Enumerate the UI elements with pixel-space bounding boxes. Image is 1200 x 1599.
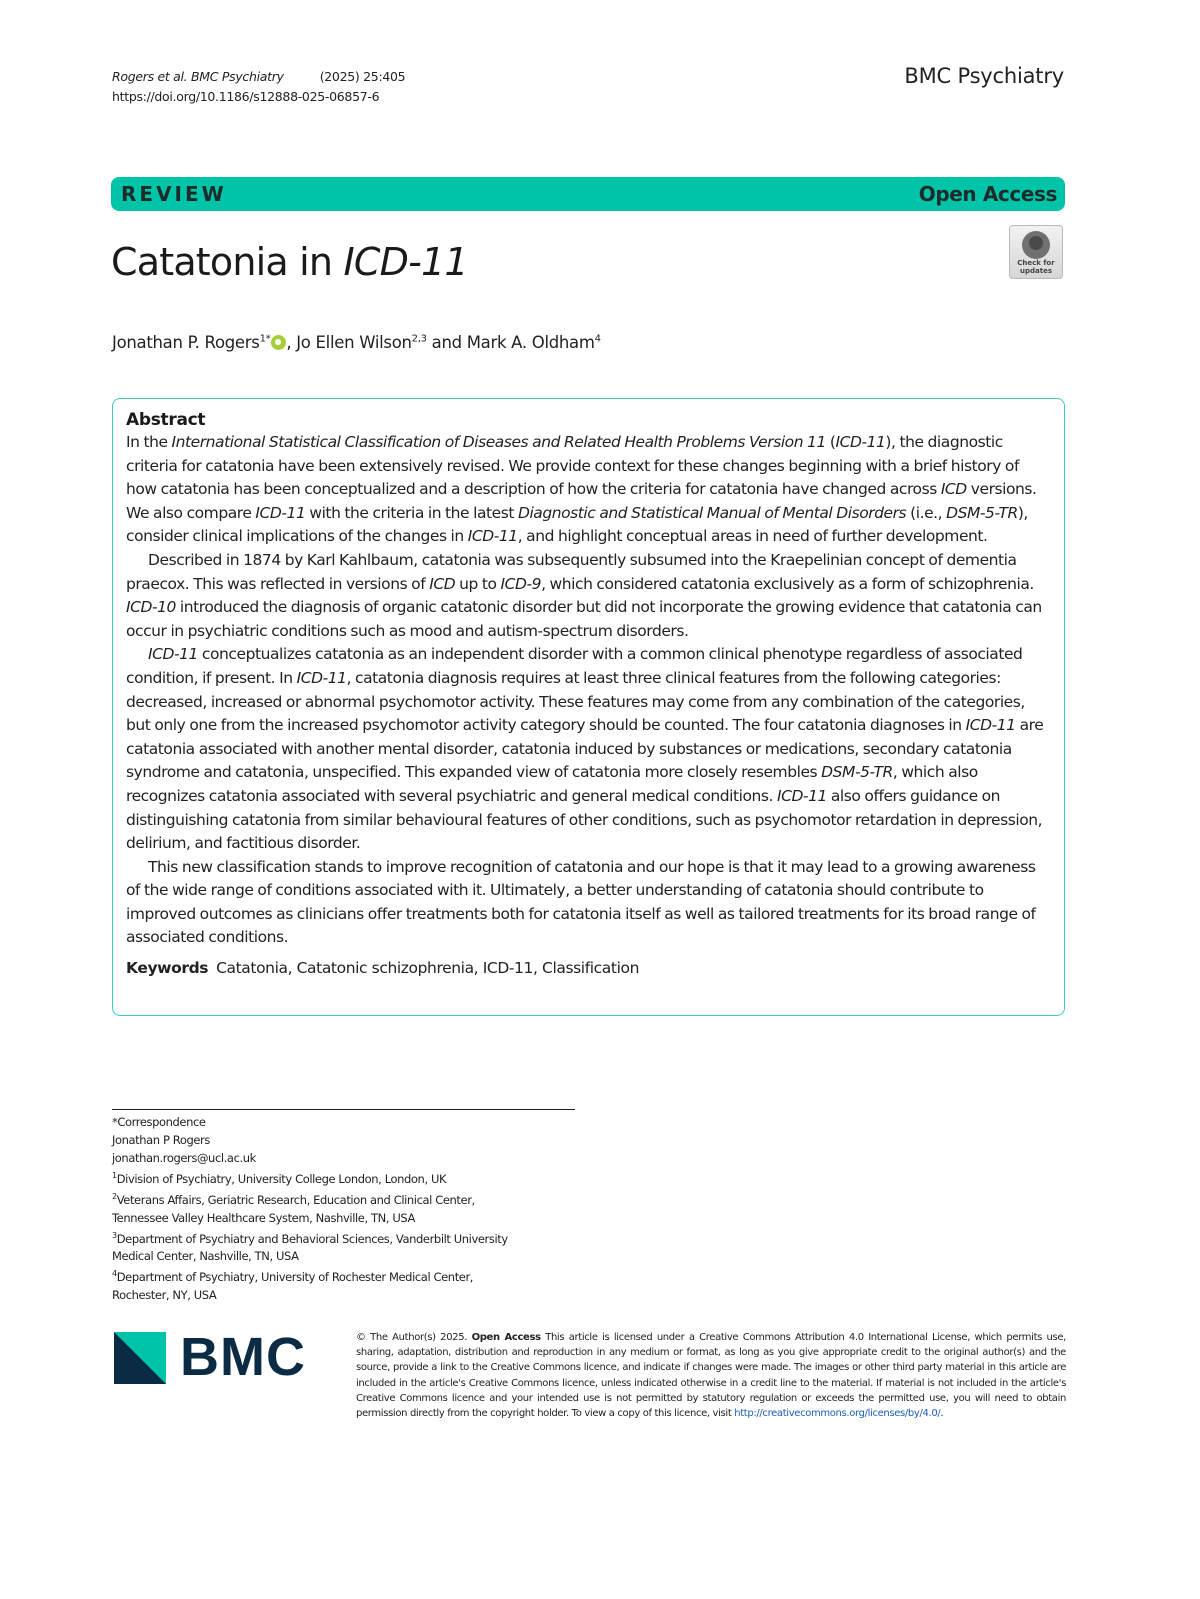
keywords: [126, 957, 1052, 979]
author-affiliation: 2,3: [411, 333, 427, 345]
license-oa-label: Open Access: [471, 1332, 541, 1343]
title-text: Catatonia in: [111, 240, 344, 284]
check-for-updates-icon: [1022, 231, 1050, 259]
correspondence-name: Jonathan P Rogers: [112, 1133, 210, 1147]
bmc-logo: [114, 1327, 334, 1387]
abstract-paragraph-4: This new classification stands to improve recognition of catatonia and our hope is that it may lead to a growing awareness of the wide range of conditions associated with it. Ultimately, a better understanding of catatonia should contribute to improved outcomes as clinicians offer treatments both for catatonia itself as well as tailored treatments for its broad range of associated conditions.: [126, 857, 1036, 947]
journal-name: BMC Psychiatry: [904, 64, 1064, 88]
affiliation-1: $^1$Division of Psychiatry, University College London, London, UK: [112, 1171, 447, 1186]
author-list: Jonathan P. Rogers$^{1*}$ , Jo Ellen Wilson$^{2,3}$ and Mark A. Oldham$^4$: [112, 333, 601, 352]
author-affiliation: 4: [594, 333, 601, 345]
check-for-updates-button[interactable]: [1009, 225, 1063, 279]
affiliation-4: $^4$Department of Psychiatry, University of Rochester Medical Center,: [112, 1269, 474, 1285]
author-name[interactable]: Mark A. Oldham: [466, 333, 595, 352]
check-for-updates-label: Check for updates: [1017, 259, 1055, 275]
abstract-paragraph-1: In the International Statistical Classification of Diseases and Related Health Problems Version 11 (ICD-11), the diagnostic criteria for catatonia have been extensively revised. We provide context for these changes beginning with a brief history of how catatonia has been conceptualized and a description of how the criteria for catatonia have changed across ICD versions. We also compare ICD-11 with the criteria in the latest Diagnostic and Statistical Manual of Mental Disorders (i.e., DSM-5-TR), consider clinical implications of the changes in ICD-11, and highlight conceptual areas in need of further development.: [126, 433, 1037, 546]
footnote-divider: [112, 1109, 575, 1110]
abstract-heading: Abstract: [126, 410, 206, 430]
affiliation-4-cont: Rochester, NY, USA: [112, 1288, 217, 1303]
correspondence-label: *Correspondence: [112, 1115, 206, 1129]
keywords-label: Keywords: [126, 959, 209, 978]
author-name[interactable]: Jonathan P. Rogers: [112, 333, 260, 352]
article-type: REVIEW: [121, 182, 227, 206]
open-access-label: Open Access: [918, 182, 1057, 206]
abstract-paragraph-2: Described in 1874 by Karl Kahlbaum, catatonia was subsequently subsumed into the Kraepelinian concept of dementia praecox. This was reflected in versions of ICD up to ICD-9, which considered catatonia exclusively as a form of schizophrenia. ICD-10 introduced the diagnosis of organic catatonic disorder but did not incorporate the growing evidence that catatonia can occur in psychiatric conditions such as mood and autism-spectrum disorders.: [126, 550, 1042, 640]
affiliation-3-cont: Medical Center, Nashville, TN, USA: [112, 1249, 299, 1264]
footnotes: [112, 1113, 508, 1304]
orcid-icon[interactable]: [271, 335, 286, 350]
abstract-paragraph-3: ICD-11 conceptualizes catatonia as an independent disorder with a common clinical phenotype regardless of associated condition, if present. In ICD-11, catatonia diagnosis requires at least three clinical features from the following categories: decreased, increased or abnormal psychomotor activity. These features may come from any combination of the categories, but only one from the increased psychomotor activity category should be counted. The four catatonia diagnoses in ICD-11 are catatonia associated with another mental disorder, catatonia induced by substances or medications, secondary catatonia syndrome and catatonia, unspecified. This expanded view of catatonia more closely resembles DSM-5-TR, which also recognizes catatonia associated with several psychiatric and general medical conditions. ICD-11 also offers guidance on distinguishing catatonia from similar behavioural features of other conditions, such as psychomotor retardation in depression, delirium, and factitious disorder.: [126, 645, 1044, 853]
affiliation-3: $^3$Department of Psychiatry and Behavioral Sciences, Vanderbilt University: [112, 1230, 508, 1246]
bmc-logo-text: BMC: [180, 1327, 306, 1387]
keywords-list: Catatonia, Catatonic schizophrenia, ICD-11, Classification: [216, 959, 639, 978]
correspondence-email-link[interactable]: jonathan.rogers@ucl.ac.uk: [112, 1151, 256, 1165]
affiliation-2: $^2$Veterans Affairs, Geriatric Research, Education and Clinical Center,: [112, 1191, 475, 1207]
author-affiliation: 1*: [259, 333, 271, 345]
bmc-logo-mark-icon: [114, 1332, 166, 1384]
citation: Rogers et al. BMC Psychiatry: [112, 69, 284, 84]
article-type-banner: [111, 177, 1065, 211]
doi-link[interactable]: https://doi.org/10.1186/s12888-025-06857-6: [112, 89, 380, 104]
running-head: [112, 67, 405, 107]
license-statement: © The Author(s) 2025. Open Access This article is licensed under a Creative Commons Attribution 4.0 International License, which permits use, sharing, adaptation, distribution and reproduction in any medium or format, as long as you give appropriate credit to the original author(s) and the source, provide a link to the Creative Commons licence, and indicate if changes were made. The images or other third party material in this article are included in the article's Creative Commons licence, unless indicated otherwise in a credit line to the material. If material is not included in the article's Creative Commons licence and your intended use is not permitted by statutory regulation or exceeds the permitted use, you will need to obtain permission directly from the copyright holder. To view a copy of this licence, visit http://creativecommons.org/licenses/by/4.0/.: [356, 1332, 1066, 1420]
volume-info: (2025) 25:405: [319, 69, 406, 84]
author-name[interactable]: Jo Ellen Wilson: [296, 333, 412, 352]
affiliation-2-cont: Tennessee Valley Healthcare System, Nashville, TN, USA: [112, 1210, 415, 1225]
abstract-box: [112, 398, 1065, 1016]
title-italic: ICD-11: [343, 240, 468, 284]
article-title: [111, 240, 468, 284]
license-link[interactable]: http://creativecommons.org/licenses/by/4.0/: [734, 1408, 941, 1420]
